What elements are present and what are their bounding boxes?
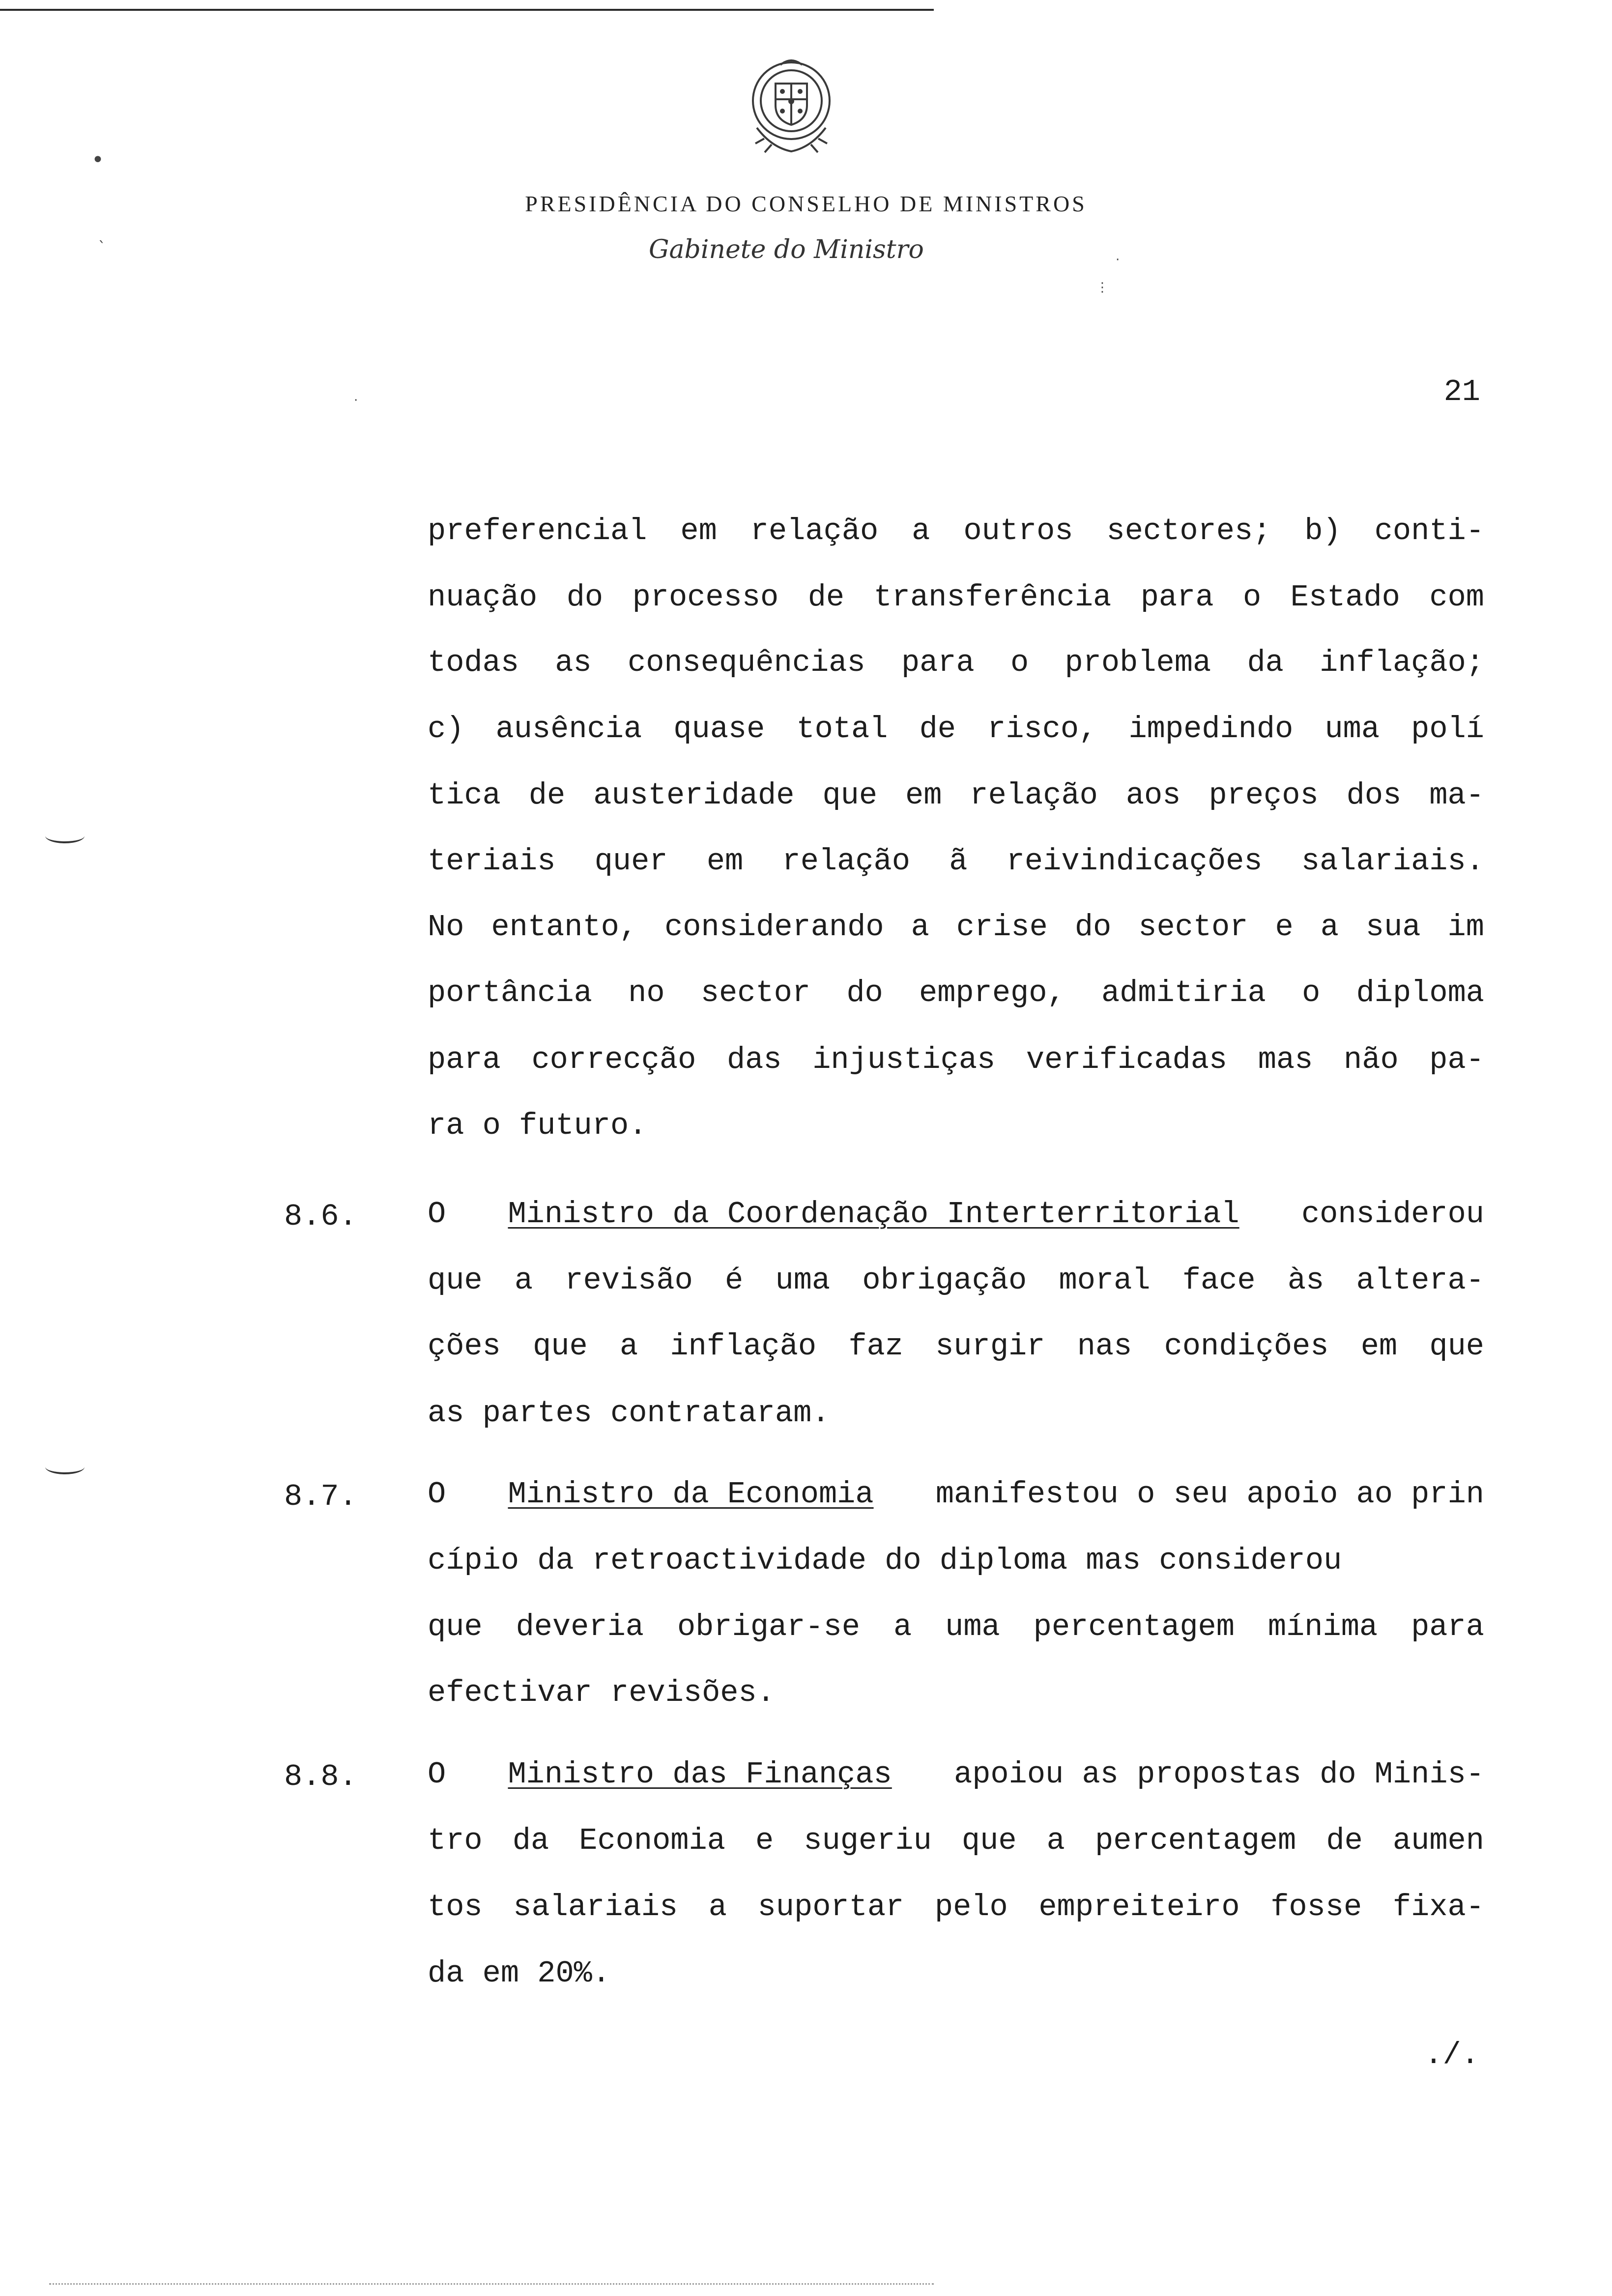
word: O — [428, 1757, 446, 1792]
word: sectores; — [1106, 514, 1271, 548]
word: deveria — [516, 1609, 644, 1644]
word: a — [911, 910, 929, 945]
word: considerando — [664, 910, 884, 945]
word: e — [755, 1823, 774, 1858]
text-line — [428, 1958, 1484, 1989]
word: pelo — [934, 1890, 1008, 1924]
word: a — [708, 1890, 727, 1924]
word: em — [680, 514, 717, 548]
word: ra o futuro. — [428, 1108, 647, 1143]
section-first-line — [428, 1759, 1484, 1790]
word: Estado — [1290, 580, 1400, 615]
text-line — [428, 1892, 1484, 1923]
word: preferencial — [428, 514, 647, 548]
word: revisão — [565, 1263, 693, 1298]
word: impedindo — [1128, 712, 1294, 746]
word: relação — [970, 778, 1098, 813]
word: da em 20%. — [428, 1956, 611, 1991]
word: de — [528, 778, 566, 813]
word: condições — [1164, 1329, 1329, 1364]
word: inflação — [670, 1329, 817, 1364]
word: aos — [1125, 778, 1181, 813]
word: suportar — [757, 1890, 904, 1924]
word: obrigar-se — [677, 1609, 861, 1644]
continuation-mark: ./. — [1424, 2038, 1479, 2072]
header-office: Gabinete do Ministro — [649, 235, 924, 264]
word: para — [1140, 580, 1214, 615]
word: a — [893, 1609, 912, 1644]
word: relação — [750, 514, 879, 548]
word: surgir — [935, 1329, 1045, 1364]
word: portância — [428, 976, 592, 1010]
word: face — [1182, 1263, 1256, 1298]
word: percentagem — [1033, 1609, 1235, 1644]
page-number: 21 — [1443, 374, 1480, 409]
word: austeridade — [593, 778, 795, 813]
section-number: 8.6. — [284, 1199, 357, 1234]
word: do — [846, 976, 883, 1010]
word: em — [905, 778, 942, 813]
word: de — [919, 712, 956, 746]
word: que — [961, 1823, 1017, 1858]
word: fixa- — [1392, 1890, 1484, 1924]
margin-speck: ⋮ — [1096, 280, 1109, 295]
word: obrigação — [862, 1263, 1027, 1298]
word: quer — [594, 844, 668, 879]
word: uma — [1324, 712, 1380, 746]
word: no — [628, 976, 665, 1010]
word: nas — [1077, 1329, 1132, 1364]
word: admitiria — [1101, 976, 1266, 1010]
word: sugeriu — [804, 1823, 932, 1858]
word: as — [555, 645, 592, 680]
word: percentagem — [1094, 1823, 1296, 1858]
word: sua — [1365, 910, 1421, 945]
word: de — [1326, 1823, 1363, 1858]
word: entanto, — [491, 910, 638, 945]
word: outros — [963, 514, 1073, 548]
word: teriais — [428, 844, 556, 879]
word: uma — [775, 1263, 831, 1298]
word: ma- — [1429, 778, 1484, 813]
word: ã — [949, 844, 968, 879]
text-line — [428, 912, 1484, 943]
word: O — [428, 1197, 446, 1232]
word: a — [514, 1263, 533, 1298]
word: risco, — [987, 712, 1097, 746]
word: faz — [848, 1329, 903, 1364]
word: tro — [428, 1823, 483, 1858]
word: moral — [1059, 1263, 1151, 1298]
word: c) — [428, 712, 464, 746]
word: crise — [956, 910, 1048, 945]
text-line — [428, 846, 1484, 877]
word: que — [428, 1263, 483, 1298]
word: para — [901, 645, 975, 680]
word: fosse — [1270, 1890, 1362, 1924]
word: inflação; — [1320, 645, 1484, 680]
margin-speck: • — [91, 147, 104, 172]
word: das — [726, 1042, 782, 1077]
margin-speck: · — [354, 393, 358, 408]
word: da — [1247, 645, 1284, 680]
text-line — [428, 582, 1484, 613]
word: salariais — [513, 1890, 678, 1924]
word: nuação — [428, 580, 538, 615]
word: conti- — [1374, 514, 1484, 548]
word: dos — [1346, 778, 1402, 813]
word: da — [512, 1823, 549, 1858]
word: empreiteiro — [1038, 1890, 1240, 1924]
word: do — [566, 580, 604, 615]
word: a — [1320, 910, 1339, 945]
text-line — [428, 978, 1484, 1008]
word: salariais. — [1301, 844, 1484, 879]
word: para — [1411, 1609, 1484, 1644]
text-line — [428, 1108, 1484, 1143]
word: altera- — [1356, 1263, 1484, 1298]
text-line — [428, 1331, 1484, 1362]
text-line — [428, 645, 1484, 680]
word: verificadas — [1026, 1042, 1228, 1077]
word: relação — [782, 844, 910, 879]
word: Economia — [579, 1823, 725, 1858]
word: mínima — [1267, 1609, 1378, 1644]
text-line — [428, 1609, 1484, 1644]
word: em — [1360, 1329, 1398, 1364]
word: reivindicações — [1006, 844, 1263, 879]
word: a — [912, 514, 930, 548]
speaker-name: Ministro da Coordenação Interterritorial — [508, 1197, 1239, 1232]
word: aumen — [1392, 1823, 1484, 1858]
word: manifestou o seu apoio ao prin — [935, 1477, 1484, 1512]
margin-mark — [45, 829, 85, 843]
word: cípio da retroactividade do diploma mas considerou — [428, 1543, 1342, 1578]
word: a — [1046, 1823, 1065, 1858]
word: injustiças — [812, 1042, 996, 1077]
word: que — [822, 778, 878, 813]
word: que — [428, 1609, 483, 1644]
section-number: 8.7. — [284, 1479, 357, 1514]
text-line — [428, 516, 1484, 546]
text-line — [428, 1675, 1484, 1710]
coat-of-arms-seal — [727, 54, 855, 167]
word: o — [1302, 976, 1321, 1010]
word: polí — [1411, 712, 1484, 746]
text-line — [428, 1823, 1484, 1858]
word: preços — [1209, 778, 1319, 813]
top-rule — [0, 9, 934, 11]
word: mas — [1258, 1042, 1313, 1077]
word: em — [706, 844, 744, 879]
word: O — [428, 1477, 446, 1512]
word: o — [1010, 645, 1029, 680]
word: sector — [700, 976, 811, 1010]
word: b) — [1304, 514, 1341, 548]
word: im — [1447, 910, 1484, 945]
section-first-line — [428, 1199, 1484, 1230]
word: não — [1344, 1042, 1399, 1077]
word: e — [1275, 910, 1294, 945]
word: tos — [428, 1890, 483, 1924]
word: emprego, — [919, 976, 1065, 1010]
word: para — [428, 1042, 501, 1077]
word: ções — [428, 1329, 501, 1364]
word: de — [807, 580, 845, 615]
word: o — [1242, 580, 1262, 615]
text-line — [428, 1543, 1484, 1578]
word: quase — [673, 712, 765, 746]
word: todas — [428, 645, 519, 680]
word: processo — [632, 580, 779, 615]
word: tica — [428, 778, 501, 813]
word: correcção — [531, 1042, 696, 1077]
word: com — [1429, 580, 1484, 615]
section-first-line — [428, 1479, 1484, 1510]
margin-speck: ` — [98, 239, 106, 256]
text-line — [428, 1042, 1484, 1077]
section-number: 8.8. — [284, 1759, 357, 1794]
word: consequências — [627, 645, 865, 680]
word: que — [533, 1329, 588, 1364]
word: No — [428, 910, 464, 945]
word: é — [725, 1263, 744, 1298]
word: do — [1074, 910, 1112, 945]
word: às — [1287, 1263, 1324, 1298]
word: problema — [1065, 645, 1211, 680]
word: diploma — [1356, 976, 1484, 1010]
word: transferência — [873, 580, 1112, 615]
text-line — [428, 714, 1484, 745]
text-line — [428, 780, 1484, 811]
word: considerou — [1301, 1197, 1484, 1232]
speaker-name: Ministro das Finanças — [508, 1757, 892, 1792]
word: apoiou as propostas do Minis- — [954, 1757, 1484, 1792]
word: efectivar revisões. — [428, 1675, 775, 1710]
word: uma — [945, 1609, 1000, 1644]
word: sector — [1138, 910, 1248, 945]
word: a — [619, 1329, 638, 1364]
speaker-name: Ministro da Economia — [508, 1477, 874, 1512]
word: ausência — [495, 712, 642, 746]
bottom-edge-dots — [49, 2283, 934, 2286]
word: que — [1429, 1329, 1484, 1364]
word: total — [796, 712, 888, 746]
word: pa- — [1429, 1042, 1484, 1077]
margin-mark — [45, 1460, 85, 1474]
text-line — [428, 1398, 1484, 1429]
header-organization: PRESIDÊNCIA DO CONSELHO DE MINISTROS — [525, 191, 1087, 216]
word: as partes contrataram. — [428, 1396, 830, 1431]
margin-speck: · — [1116, 253, 1120, 267]
text-line — [428, 1265, 1484, 1296]
